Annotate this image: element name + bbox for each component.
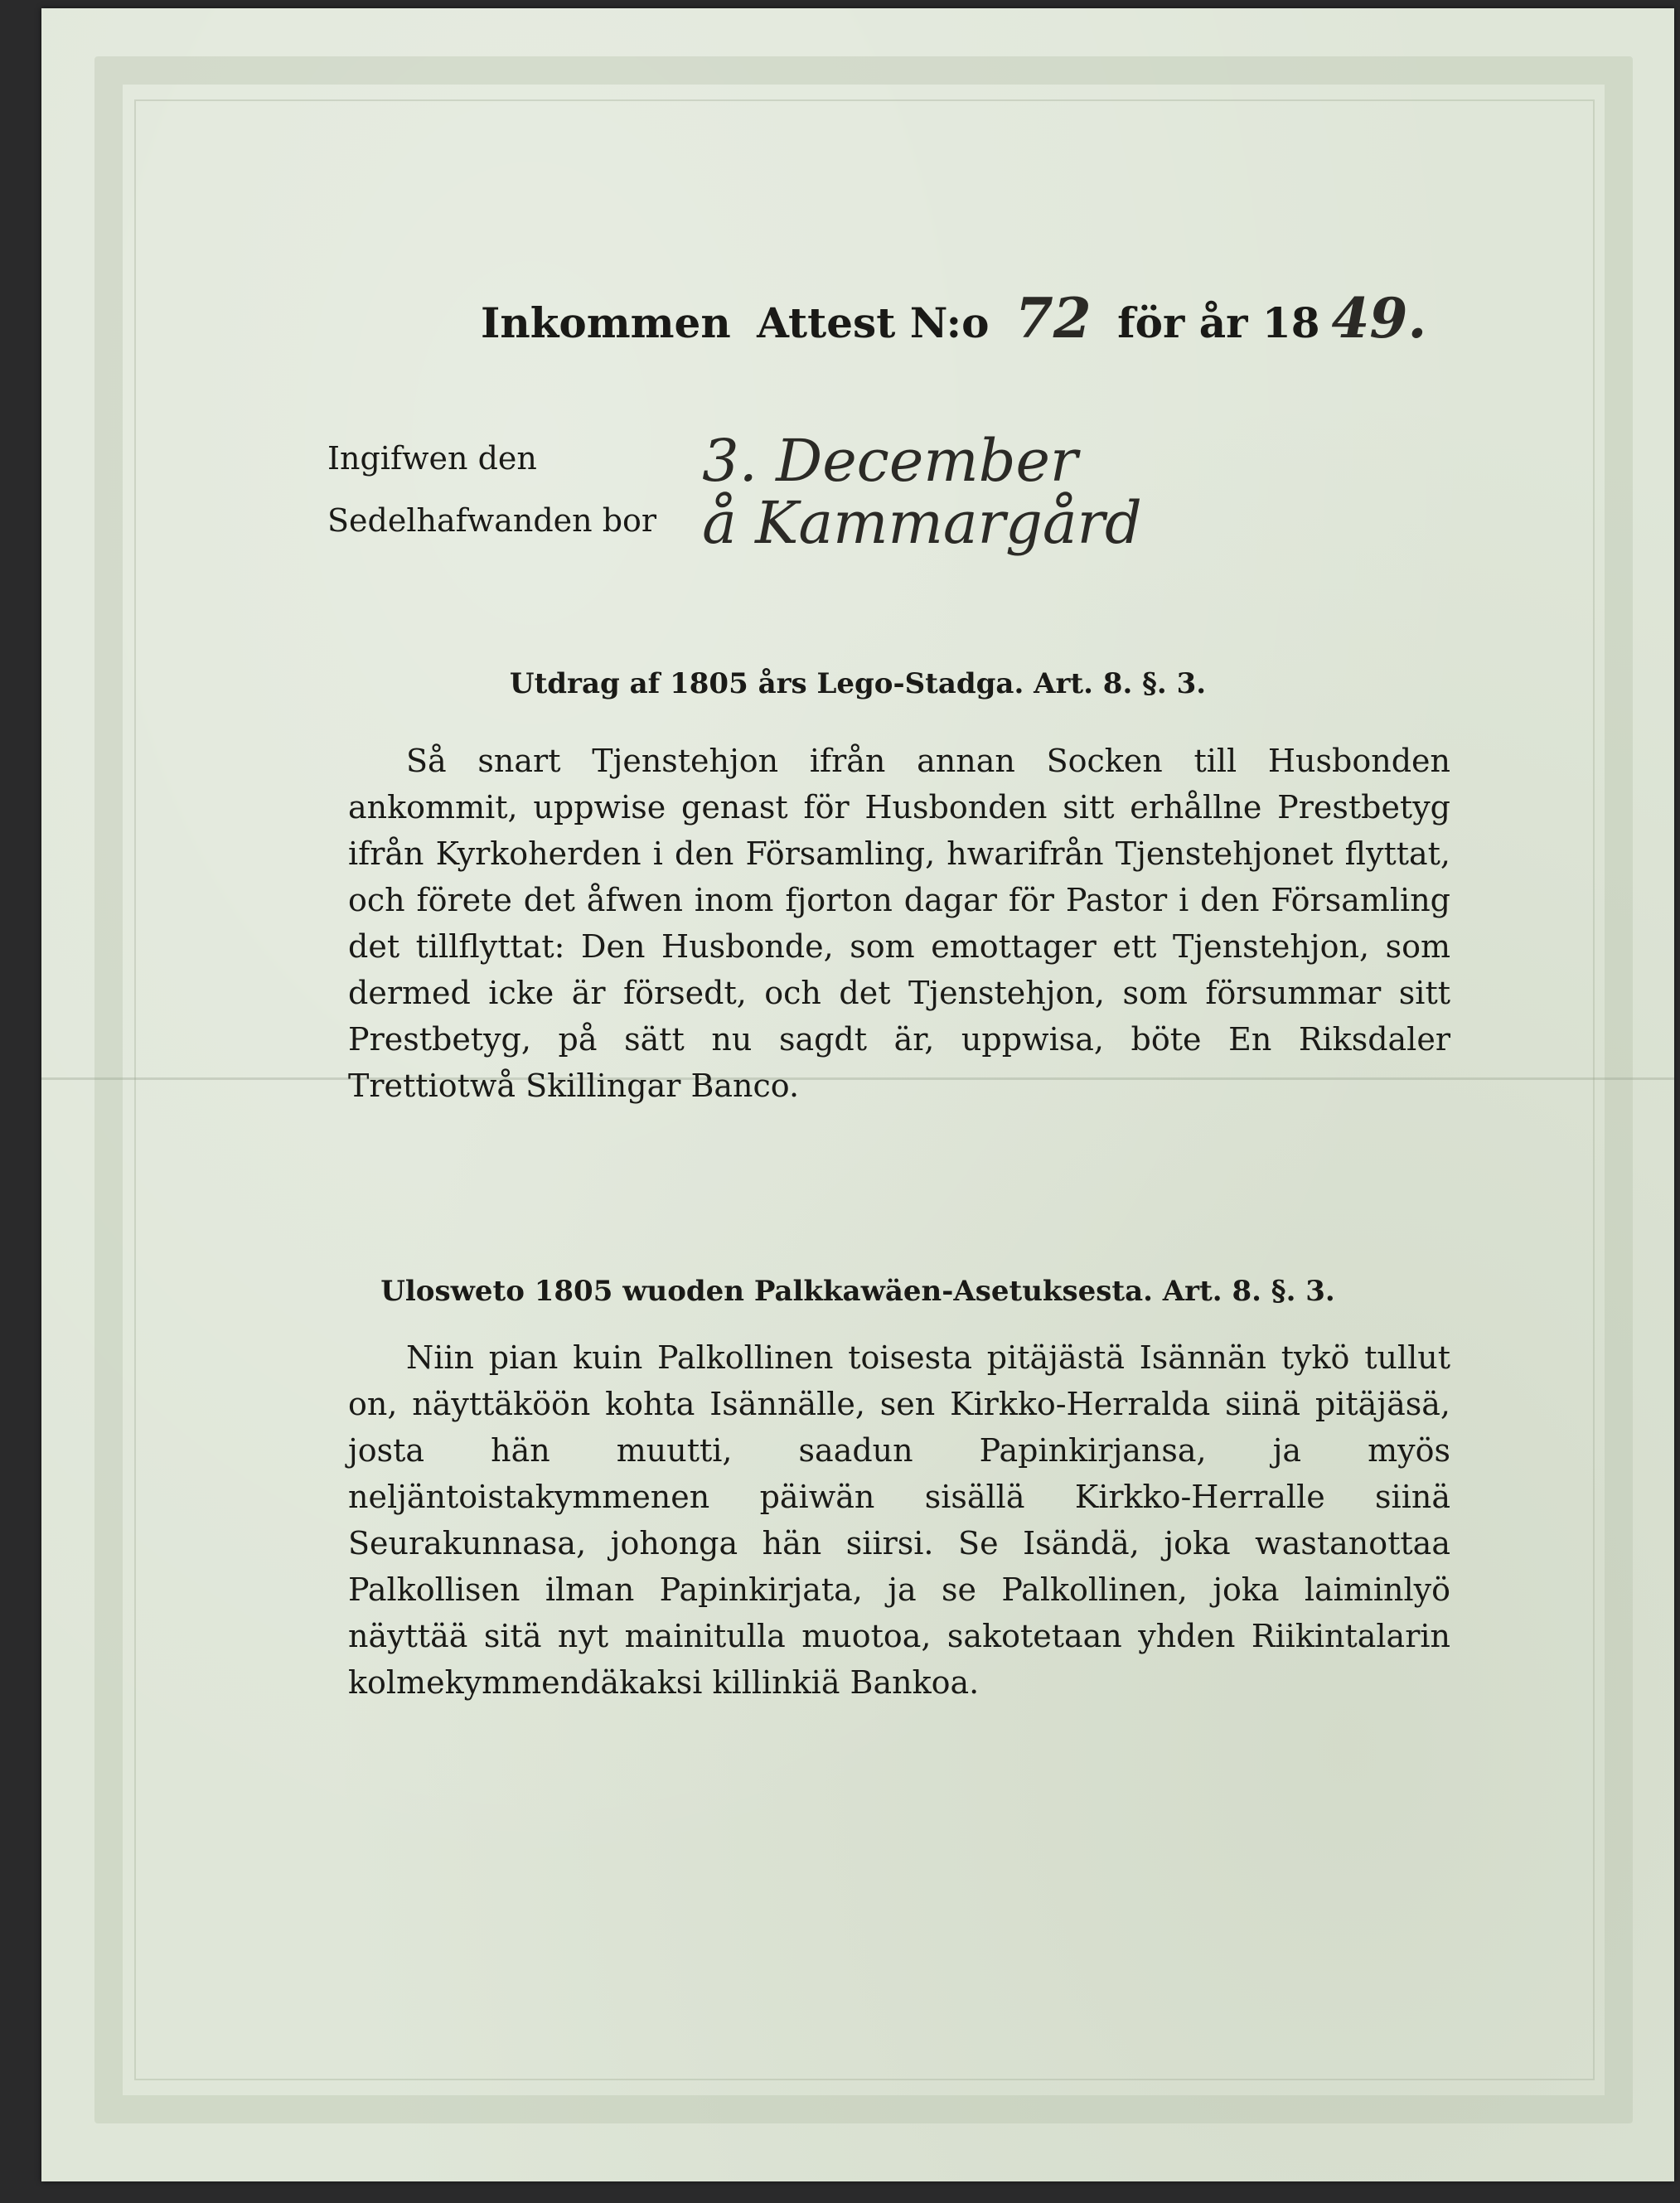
swedish-heading: Utdrag af 1805 års Lego-Stadga. Art. 8. §. 3. xyxy=(509,667,1207,700)
handwritten-year: 49. xyxy=(1331,286,1427,351)
bor-label: Sedelhafwanden bor xyxy=(327,501,657,539)
finnish-heading: Ulosweto 1805 wuoden Palkkawäen-Asetuksesta. Art. 8. §. 3. xyxy=(380,1275,1335,1308)
swedish-paragraph: Så snart Tjenstehjon ifrån annan Socken till Husbonden ankommit, uppwise genast för Husbonden sitt erhållne Prestbetyg ifrån Kyrkoherden i den Församling, hwarifrån Tjenstehjonet flyttat, och förete det åfwen inom fjorton dagar för Pastor i den Församling det tillflyttat: Den Husbonde, som emottager ett Tjenstehjon, som dermed icke är försedt, och det Tjenstehjon, som försummar sitt Prestbetyg, på sätt nu sagdt är, uppwisa, böte En Riksdaler Trettiotwå Skillingar Banco. xyxy=(348,743,1450,1104)
finnish-paragraph: Niin pian kuin Palkollinen toisesta pitäjästä Isännän tykö tullut on, näyttäköön kohta Isännälle, sen Kirkko-Herralda siinä pitäjäsä, josta hän muutti, saadun Papinkirjansa, ja myös neljäntoistakymmenen päiwän sisällä Kirkko-Herralle siinä Seurakunnasa, johonga hän siirsi. Se Isändä, joka wastanottaa Palkollisen ilman Papinkirjata, ja se Palkollinen, joka laiminlyö näyttää sitä nyt mainitulla muotoa, sakotetaan yhden Riikintalarin kolmekymmendäkaksi killinkiä Bankoa. xyxy=(348,1339,1450,1701)
field-bor xyxy=(327,489,1142,557)
title-attest: Attest N:o xyxy=(757,298,990,347)
bor-value: å Kammargård xyxy=(702,489,1142,557)
certificate-title xyxy=(481,286,1475,351)
title-for-year: för år 18 xyxy=(1117,298,1320,347)
title-inkommen: Inkommen xyxy=(481,298,731,347)
ingifwen-value: 3. December xyxy=(702,427,1078,495)
document-sheet xyxy=(41,8,1674,2181)
field-ingifwen xyxy=(327,427,1077,495)
handwritten-number: 72 xyxy=(1014,286,1092,351)
ingifwen-label: Ingifwen den xyxy=(327,439,537,477)
